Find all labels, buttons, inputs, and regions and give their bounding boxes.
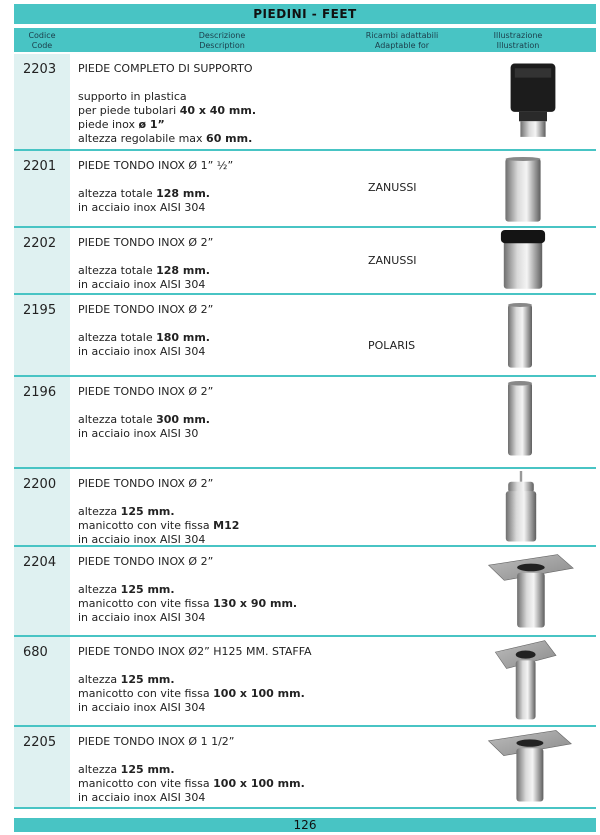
header-desc-it: Descrizione: [198, 31, 246, 40]
spec-text: in acciaio inox AISI 304: [78, 278, 206, 291]
spec-line: [78, 777, 305, 791]
product-description: [78, 477, 239, 547]
page-number: 126: [14, 818, 596, 832]
table-row: [14, 637, 596, 727]
plastic-support-foot-image: [498, 62, 568, 144]
spec-line: [78, 701, 312, 715]
table-row: [14, 228, 596, 295]
spec-value: 128 mm.: [156, 264, 210, 277]
spec-line: [78, 132, 256, 146]
product-title: PIEDE TONDO INOX Ø2” H125 MM. STAFFA: [78, 645, 312, 658]
product-title: PIEDE TONDO INOX Ø 2”: [78, 385, 214, 398]
round-steel-foot-image: [505, 303, 535, 373]
table-row: [14, 469, 596, 547]
spec-text: in acciaio inox AISI 304: [78, 611, 206, 624]
product-title: PIEDE TONDO INOX Ø 1 1/2”: [78, 735, 235, 748]
spec-text: altezza totale: [78, 331, 157, 344]
product-description: [78, 555, 297, 625]
product-description: [78, 645, 312, 715]
spec-line: [78, 118, 256, 132]
spec-line: [78, 104, 256, 118]
steel-foot-with-screw-image: [501, 471, 541, 547]
product-code: 2201: [23, 159, 57, 174]
spec-text: manicotto con vite fissa: [78, 687, 214, 700]
product-code-cell: [14, 54, 70, 149]
spec-line: [78, 331, 213, 345]
spec-value: 60 mm.: [206, 132, 253, 145]
product-code: 2196: [23, 385, 57, 400]
spec-value: 125 mm.: [120, 505, 175, 518]
spec-line: [78, 201, 233, 215]
spec-line: [78, 791, 305, 805]
product-code-cell: [14, 727, 70, 807]
product-code-cell: [14, 295, 70, 375]
steel-foot-with-square-plate-image: [484, 729, 574, 807]
product-title: PIEDE COMPLETO DI SUPPORTO: [78, 62, 253, 75]
table-row: [14, 727, 596, 809]
product-code: 2205: [23, 735, 57, 750]
spec-line: [78, 687, 312, 701]
spec-text: supporto in plastica: [78, 90, 187, 103]
spec-text: in acciaio inox AISI 304: [78, 201, 206, 214]
header-adapt-it: Ricambi adattabili: [365, 31, 439, 40]
product-description: [78, 303, 213, 359]
table-row: [14, 547, 596, 637]
spec-value: 100 x 100 mm.: [213, 687, 305, 700]
spec-text: altezza: [78, 763, 121, 776]
spec-text: in acciaio inox AISI 304: [78, 533, 206, 546]
spec-line: [78, 345, 213, 359]
adaptable-for: POLARIS: [368, 339, 416, 352]
header-code-it: Codice: [28, 31, 56, 40]
product-code: 2204: [23, 555, 57, 570]
product-code: 2202: [23, 236, 57, 251]
spec-value: 300 mm.: [156, 413, 210, 426]
round-steel-foot-long-image: [505, 381, 535, 461]
product-code-cell: [14, 151, 70, 226]
product-title: PIEDE TONDO INOX Ø 2”: [78, 555, 214, 568]
spec-text: manicotto con vite fissa: [78, 597, 214, 610]
header-adapt-en: Adaptable for: [374, 41, 430, 50]
table-header: [14, 28, 596, 52]
spec-value: M12: [213, 519, 240, 532]
spec-text: altezza: [78, 673, 121, 686]
spec-line: [78, 533, 239, 547]
header-code-en: Code: [31, 41, 53, 50]
product-code: 2195: [23, 303, 57, 318]
spec-value: 100 x 100 mm.: [213, 777, 305, 790]
spec-line: [78, 90, 256, 104]
table-row: [14, 54, 596, 151]
spec-text: piede inox: [78, 118, 139, 131]
spec-text: altezza: [78, 505, 121, 518]
spec-text: in acciaio inox AISI 30: [78, 427, 199, 440]
spec-line: [78, 427, 213, 441]
spec-value: ø 1”: [138, 118, 165, 131]
spec-text: per piede tubolari: [78, 104, 180, 117]
header-desc-en: Description: [199, 41, 245, 50]
product-title: PIEDE TONDO INOX Ø 2”: [78, 303, 214, 316]
spec-text: altezza totale: [78, 264, 157, 277]
spec-line: [78, 673, 312, 687]
spec-text: in acciaio inox AISI 304: [78, 345, 206, 358]
spec-line: [78, 763, 305, 777]
spec-value: 180 mm.: [156, 331, 210, 344]
product-title: PIEDE TONDO INOX Ø 2”: [78, 236, 214, 249]
product-description: [78, 62, 256, 146]
header-ill-en: Illustration: [496, 41, 540, 50]
product-description: [78, 735, 305, 805]
product-code-cell: [14, 637, 70, 725]
spec-text: altezza totale: [78, 187, 157, 200]
product-code-cell: [14, 469, 70, 545]
spec-text: in acciaio inox AISI 304: [78, 701, 206, 714]
spec-text: altezza totale: [78, 413, 157, 426]
product-code-cell: [14, 377, 70, 467]
spec-line: [78, 519, 239, 533]
product-code: 2200: [23, 477, 57, 492]
spec-line: [78, 187, 233, 201]
spec-line: [78, 413, 213, 427]
page-title: PIEDINI - FEET: [14, 4, 596, 24]
header-illustration: [486, 31, 550, 51]
spec-value: 40 x 40 mm.: [179, 104, 257, 117]
round-steel-foot-black-cap-image: [499, 230, 547, 294]
spec-value: 125 mm.: [120, 673, 175, 686]
header-description: [70, 31, 374, 51]
spec-value: 125 mm.: [120, 763, 175, 776]
product-code-cell: [14, 228, 70, 293]
spec-line: [78, 597, 297, 611]
product-title: PIEDE TONDO INOX Ø 2”: [78, 477, 214, 490]
adaptable-for: ZANUSSI: [368, 254, 417, 267]
spec-value: 128 mm.: [156, 187, 210, 200]
spec-value: 130 x 90 mm.: [213, 597, 298, 610]
spec-text: manicotto con vite fissa: [78, 519, 214, 532]
spec-line: [78, 278, 213, 292]
steel-foot-with-plate-image: [484, 553, 576, 633]
spec-line: [78, 264, 213, 278]
spec-line: [78, 611, 297, 625]
spec-text: altezza regolabile max: [78, 132, 207, 145]
table-row: [14, 151, 596, 228]
product-code: 2203: [23, 62, 57, 77]
table-row: [14, 377, 596, 469]
round-steel-foot-image: [501, 157, 545, 227]
header-code: [14, 31, 70, 51]
product-description: [78, 385, 213, 441]
header-ill-it: Illustrazione: [493, 31, 543, 40]
spec-value: 125 mm.: [120, 583, 175, 596]
product-description: [78, 236, 213, 292]
spec-text: in acciaio inox AISI 304: [78, 791, 206, 804]
adaptable-for: ZANUSSI: [368, 181, 417, 194]
product-code: 680: [23, 645, 48, 660]
spec-text: altezza: [78, 583, 121, 596]
spec-line: [78, 583, 297, 597]
table-row: [14, 295, 596, 377]
steel-foot-with-square-plate-image: [492, 639, 558, 725]
product-title: PIEDE TONDO INOX Ø 1” ½”: [78, 159, 234, 172]
spec-text: manicotto con vite fissa: [78, 777, 214, 790]
product-description: [78, 159, 233, 215]
product-code-cell: [14, 547, 70, 635]
header-adaptable: [362, 31, 442, 51]
spec-line: [78, 505, 239, 519]
